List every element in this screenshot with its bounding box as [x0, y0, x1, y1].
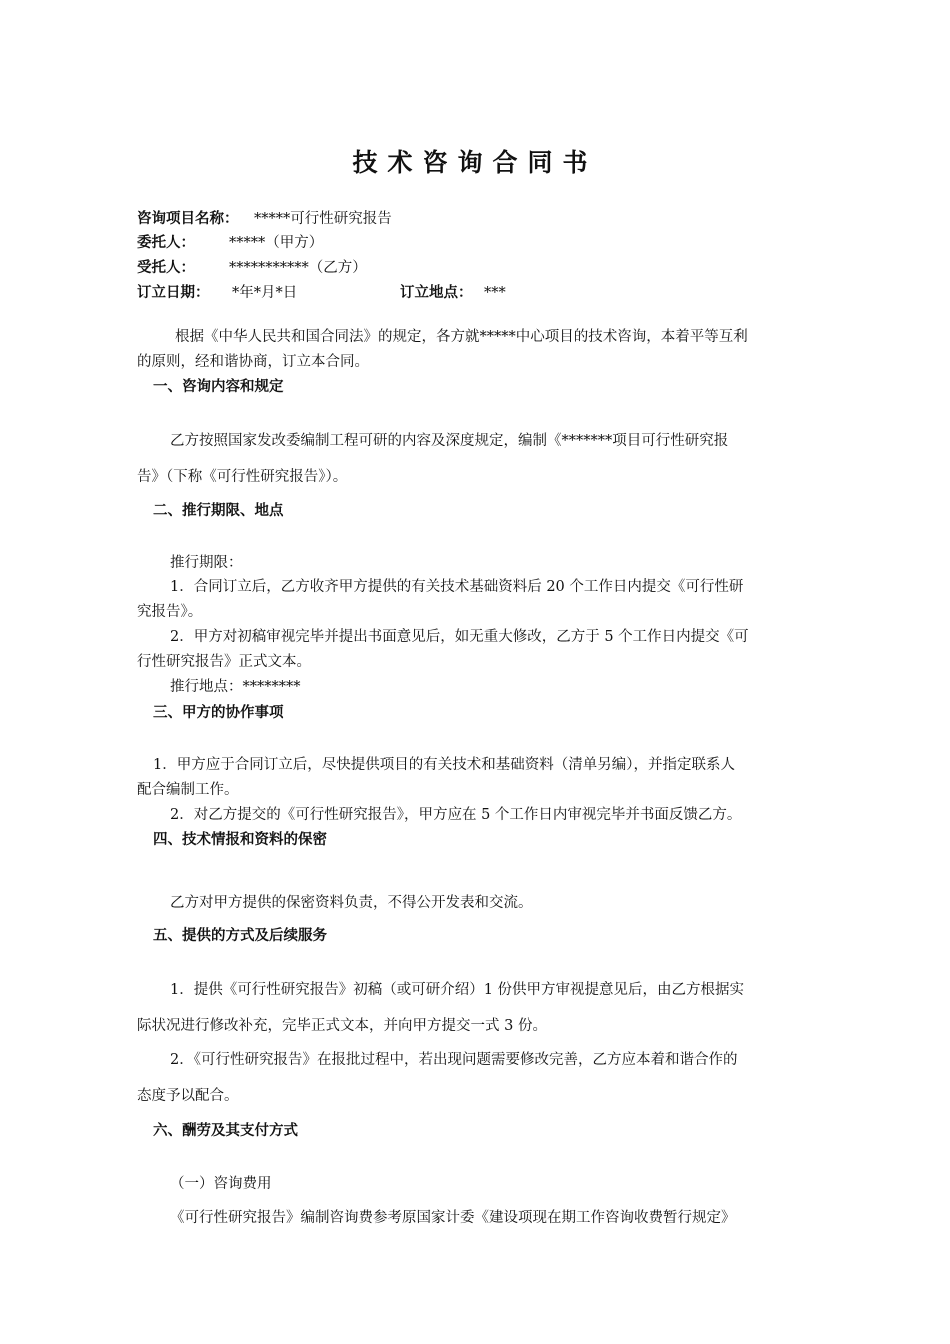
intro-line-2: 的原则，经和谐协商，订立本合同。 — [137, 354, 369, 370]
client-label: 委托人： — [137, 235, 195, 251]
section-1-heading: 一、咨询内容和规定 — [153, 379, 284, 395]
section-4-heading: 四、技术情报和资料的保密 — [153, 832, 327, 848]
section-2-line-2: 1．合同订立后，乙方收齐甲方提供的有关技术基础资料后 20 个工作日内提交《可行性研 — [170, 579, 744, 595]
sign-place-value: *** — [484, 285, 506, 301]
section-5-heading: 五、提供的方式及后续服务 — [153, 928, 327, 944]
section-5-line-3: 2．《可行性研究报告》在报批过程中，若出现问题需要修改完善，乙方应本着和谐合作的 — [170, 1052, 738, 1068]
sign-date-label: 订立日期： — [137, 285, 210, 301]
contractor-label: 受托人： — [137, 260, 195, 276]
section-2-heading: 二、推行期限、地点 — [153, 503, 284, 519]
section-6-heading: 六、酬劳及其支付方式 — [153, 1123, 298, 1139]
section-6-line-1: （一）咨询费用 — [170, 1176, 272, 1192]
section-3-line-2: 配合编制工作。 — [137, 782, 239, 798]
section-2-line-1: 推行期限： — [170, 555, 243, 571]
section-2-line-5: 行性研究报告》正式文本。 — [137, 654, 311, 670]
section-4-line-1: 乙方对甲方提供的保密资料负责，不得公开发表和交流。 — [170, 895, 533, 911]
section-3-line-3: 2．对乙方提交的《可行性研究报告》，甲方应在 5 个工作日内审视完毕并书面反馈乙方。 — [170, 807, 742, 823]
section-5-line-4: 态度予以配合。 — [137, 1088, 239, 1104]
section-2-line-3: 究报告》。 — [137, 604, 203, 620]
contractor-value: ***********（乙方） — [229, 260, 367, 276]
section-3-heading: 三、甲方的协作事项 — [153, 705, 284, 721]
section-6-line-2: 《可行性研究报告》编制咨询费参考原国家计委《建设项现在期工作咨询收费暂行规定》 — [170, 1210, 736, 1226]
sign-place-label: 订立地点： — [400, 285, 473, 301]
section-2-line-4: 2．甲方对初稿审视完毕并提出书面意见后，如无重大修改，乙方于 5 个工作日内提交《可 — [170, 629, 749, 645]
document-title: 技术咨询合同书 — [352, 148, 598, 177]
section-2-line-6: 推行地点：******** — [170, 679, 301, 695]
section-5-line-1: 1．提供《可行性研究报告》初稿（或可研介绍）1 份供甲方审视提意见后，由乙方根据实 — [170, 982, 745, 998]
section-1-line-1: 乙方按照国家发改委编制工程可研的内容及深度规定，编制《*******项目可行性研究报 — [170, 433, 729, 449]
intro-line-1: 根据《中华人民共和国合同法》的规定，各方就*****中心项目的技术咨询，本着平等互利 — [175, 329, 748, 345]
project-name-value: *****可行性研究报告 — [254, 211, 392, 227]
client-value: *****（甲方） — [229, 235, 324, 251]
project-name-label: 咨询项目名称： — [137, 211, 239, 227]
section-3-line-1: 1．甲方应于合同订立后，尽快提供项目的有关技术和基础资料（清单另编），并指定联系人 — [153, 757, 735, 773]
section-1-line-2: 告》（下称《可行性研究报告》）。 — [137, 469, 348, 485]
section-5-line-2: 际状况进行修改补充，完毕正式文本，并向甲方提交一式 3 份。 — [137, 1018, 547, 1034]
sign-date-value: *年*月*日 — [232, 285, 298, 301]
